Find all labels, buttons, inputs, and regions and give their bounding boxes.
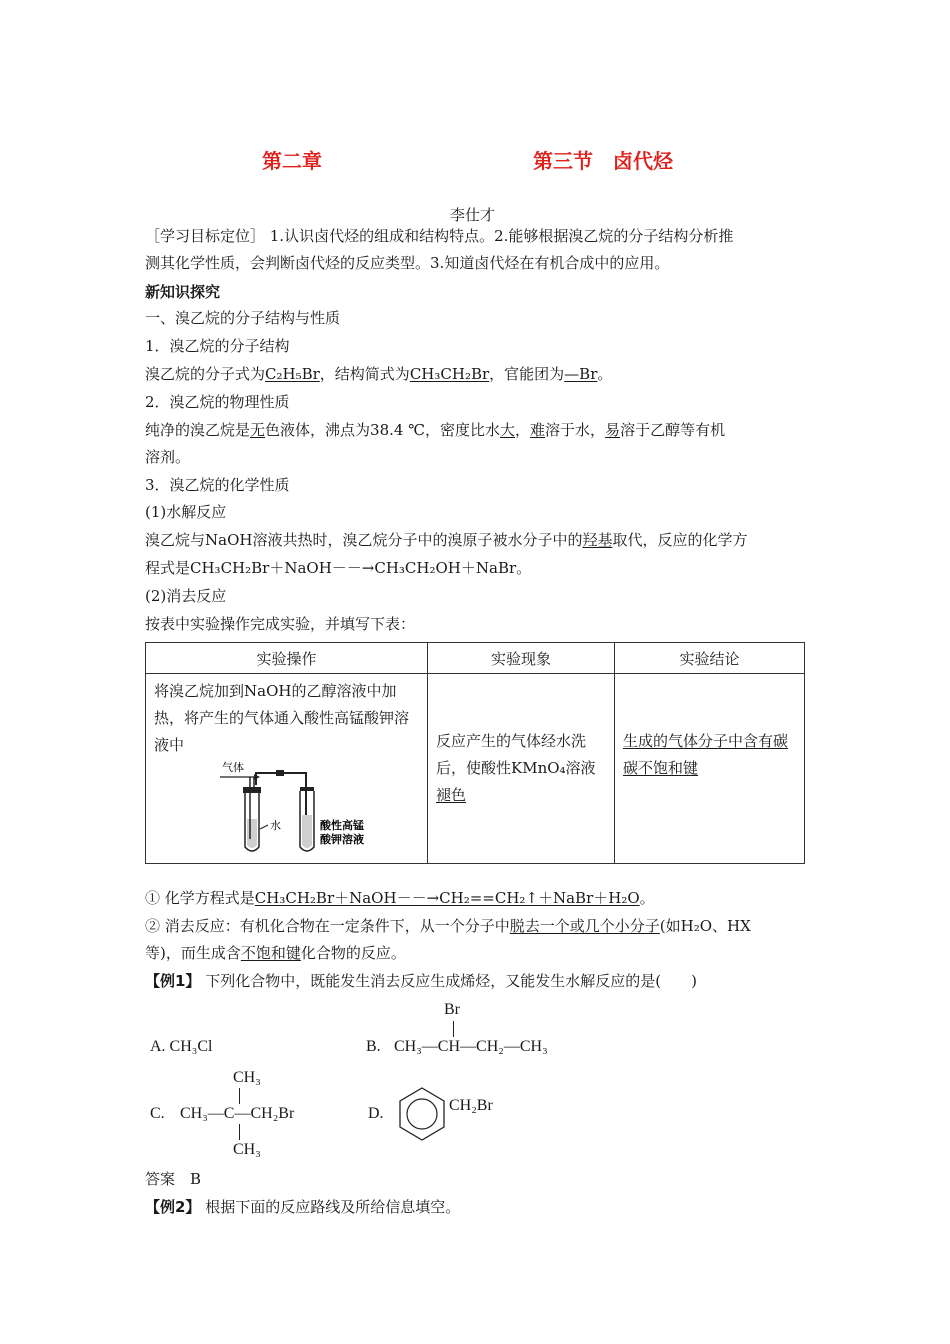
new-knowledge-heading: 新知识探究 [145, 283, 221, 301]
water-label: 水 [270, 819, 281, 832]
section-title: 第三节 卤代烃 [533, 149, 673, 173]
author: 李仕才 [450, 206, 496, 224]
kmno4-label-1: 酸性高锰 [320, 819, 364, 832]
apparatus-figure [216, 759, 386, 859]
functional-group: —Br [564, 365, 598, 383]
elimination-definition: ② 消去反应：有机化合物在一定条件下，从一个分子中脱去一个或几个小分子(如H₂O、HX [145, 917, 751, 935]
cell-conclusion: 生成的气体分子中含有碳碳不饱和键 [615, 674, 805, 864]
option-b-chain: CH₃—CH—CH₂—CH₃ [394, 1038, 548, 1055]
benzene-ring-icon [392, 1084, 452, 1144]
hydrolysis-equation: 程式是CH₃CH₂Br＋NaOH－－→CH₃CH₂OH＋NaBr。 [145, 559, 532, 577]
kmno4-label-2: 酸钾溶液 [320, 833, 364, 846]
part1-heading: 一、溴乙烷的分子结构与性质 [145, 309, 341, 327]
option-d-substituent: CH₂Br [449, 1097, 493, 1114]
example1-answer: 答案 B [145, 1170, 202, 1188]
elimination-heading: (2)消去反应 [145, 587, 227, 605]
option-c-top: CH₃ [233, 1069, 261, 1086]
option-a: A. CH₃Cl [150, 1038, 213, 1055]
cell-operation: 将溴乙烷加到NaOH的乙醇溶液中加热，将产生的气体通入酸性高锰酸钾溶液中 气体 水 酸性高锰 酸钾溶液 [146, 674, 428, 864]
option-c-bond-top [239, 1088, 240, 1104]
hydrolysis-heading: (1)水解反应 [145, 503, 227, 521]
header-operation: 实验操作 [146, 643, 428, 674]
example2-question: 【例2】 根据下面的反应路线及所给信息填空。 [145, 1198, 461, 1216]
option-b-bond [453, 1021, 454, 1037]
objectives-line-1: ［学习目标定位］ 1.认识卤代烃的组成和结构特点。2.能够根据溴乙烷的分子结构分析推 [145, 227, 734, 245]
option-b-label: B. [366, 1038, 381, 1055]
structure-heading: 1．溴乙烷的分子结构 [145, 337, 290, 355]
objectives-line-2: 测其化学性质，会判断卤代烃的反应类型。3.知道卤代烃在有机合成中的应用。 [145, 254, 670, 272]
physical-text-2: 溶剂。 [145, 448, 191, 466]
structural-formula: CH₃CH₂Br [409, 365, 490, 383]
chemical-heading: 3．溴乙烷的化学性质 [145, 476, 290, 494]
option-d-label: D. [368, 1105, 384, 1122]
chapter-title: 第二章 [262, 149, 322, 173]
option-b-br: Br [444, 1001, 460, 1018]
experiment-table [145, 642, 805, 864]
header-conclusion: 实验结论 [615, 643, 805, 674]
table-intro: 按表中实验操作完成实验，并填写下表： [145, 615, 416, 633]
example1-label: 【例1】 [145, 972, 201, 990]
cell-phenomenon: 反应产生的气体经水洗后，使酸性KMnO₄溶液褪色 [428, 674, 615, 864]
elimination-equation: ① 化学方程式是CH₃CH₂Br＋NaOH－－→CH₂==CH₂↑＋NaBr＋H₂O。 [145, 889, 655, 907]
header-phenomenon: 实验现象 [428, 643, 615, 674]
physical-text: 纯净的溴乙烷是无色液体，沸点为38.4 ℃，密度比水大，难溶于水，易溶于乙醇等有机 [145, 421, 726, 439]
structure-text: 溴乙烷的分子式为C₂H₅Br，结构简式为CH₃CH₂Br，官能团为—Br。 [145, 365, 613, 383]
option-c-bond-bottom [239, 1124, 240, 1140]
option-c-chain: CH₃—C—CH₂Br [180, 1105, 295, 1122]
gas-label: 气体 [222, 761, 244, 774]
physical-heading: 2．溴乙烷的物理性质 [145, 393, 290, 411]
option-c-label: C. [150, 1105, 165, 1122]
hydrolysis-text: 溴乙烷与NaOH溶液共热时，溴乙烷分子中的溴原子被水分子中的羟基取代，反应的化学方 [145, 531, 748, 549]
molecular-formula: C₂H₅Br [265, 365, 320, 383]
example2-label: 【例2】 [145, 1198, 201, 1216]
option-c-bottom: CH₃ [233, 1141, 261, 1158]
example1-question: 【例1】 下列化合物中，既能发生消去反应生成烯烃，又能发生水解反应的是( ) [145, 972, 697, 990]
elimination-definition-2: 等)，而生成含不饱和键化合物的反应。 [145, 944, 406, 962]
